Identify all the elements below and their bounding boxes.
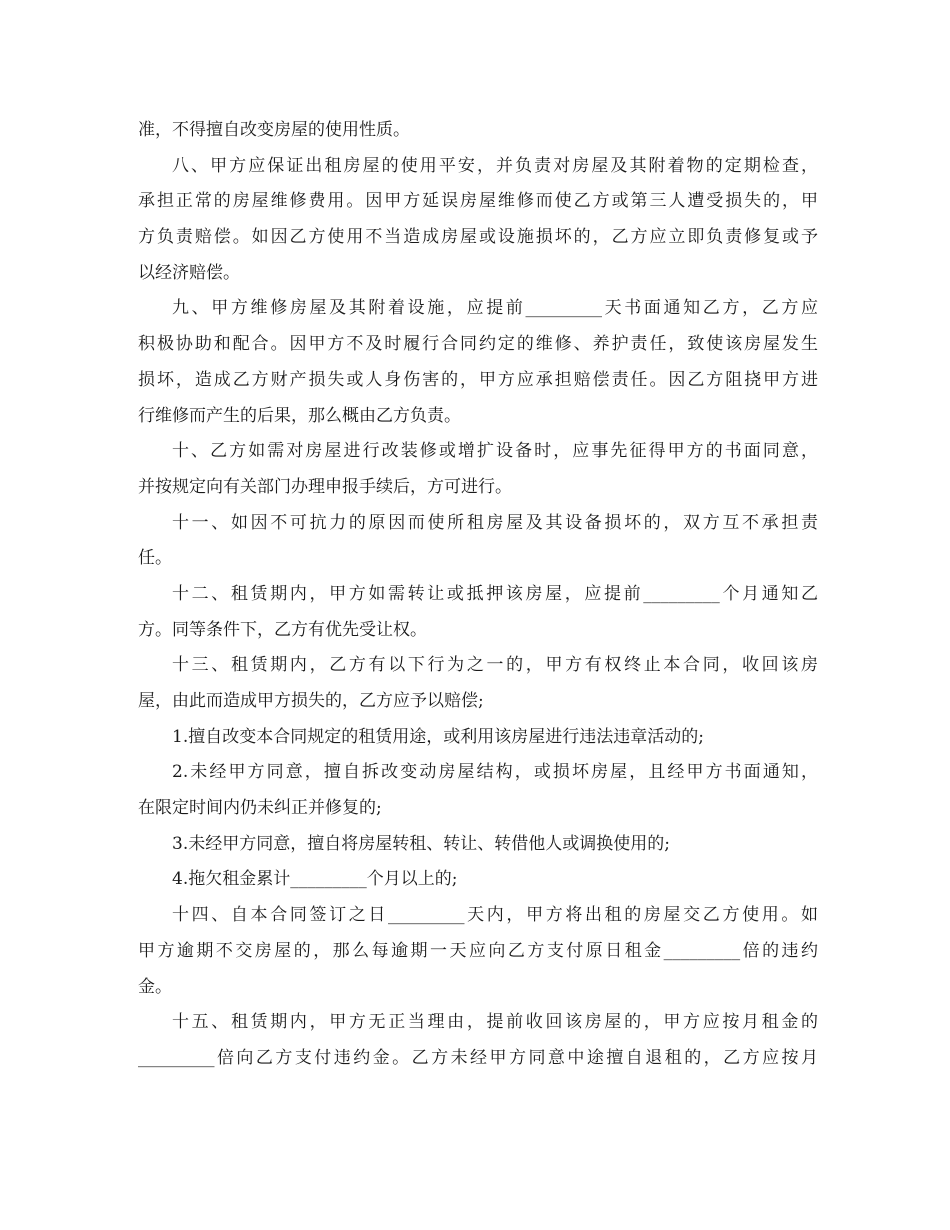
text-line: 损坏，造成乙方财产损失或人身伤害的，甲方应承担赔偿责任。因乙方阻挠甲方进 (138, 369, 818, 390)
text-line: 在限定时间内仍未纠正并修复的; (138, 798, 382, 819)
text-line: 方负责赔偿。如因乙方使用不当造成房屋或设施损坏的，乙方应立即负责修复或予 (138, 227, 818, 248)
text-line: 十二、租赁期内，甲方如需转让或抵押该房屋，应提前_________个月通知乙 (172, 583, 818, 604)
text-line: 十、乙方如需对房屋进行改装修或增扩设备时，应事先征得甲方的书面同意， (172, 441, 818, 462)
text-line: 2.未经甲方同意，擅自拆改变动房屋结构，或损坏房屋，且经甲方书面通知， (172, 762, 818, 783)
text-line: 1.擅自改变本合同规定的租赁用途，或利用该房屋进行违法违章活动的; (172, 726, 704, 747)
text-line: 九、甲方维修房屋及其附着设施，应提前_________天书面通知乙方，乙方应 (172, 298, 818, 319)
text-line: 承担正常的房屋维修费用。因甲方延误房屋维修而使乙方或第三人遭受损失的，甲 (138, 191, 818, 212)
text-line: 十四、自本合同签订之日_________天内，甲方将出租的房屋交乙方使用。如 (172, 905, 818, 926)
text-line: 十五、租赁期内，甲方无正当理由，提前收回该房屋的，甲方应按月租金的 (172, 1012, 818, 1033)
text-line: 方。同等条件下，乙方有优先受让权。 (138, 619, 427, 640)
text-line: 以经济赔偿。 (138, 262, 240, 283)
text-line: 十一、如因不可抗力的原因而使所租房屋及其设备损坏的，双方互不承担责 (172, 512, 818, 533)
text-line: 十三、租赁期内，乙方有以下行为之一的，甲方有权终止本合同，收回该房 (172, 655, 818, 676)
text-line: _________倍向乙方支付违约金。乙方未经甲方同意中途擅自退租的，乙方应按月 (138, 1047, 818, 1068)
contract-text (138, 113, 818, 1077)
text-line: 八、甲方应保证出租房屋的使用平安，并负责对房屋及其附着物的定期检查， (172, 155, 818, 176)
text-line: 准，不得擅自改变房屋的使用性质。 (138, 120, 410, 140)
text-line: 任。 (138, 548, 172, 569)
text-line: 积极协助和配合。因甲方不及时履行合同约定的维修、养护责任，致使该房屋发生 (138, 334, 818, 355)
text-line: 屋，由此而造成甲方损失的，乙方应予以赔偿; (138, 691, 484, 711)
text-line: 行维修而产生的后果，那么概由乙方负责。 (138, 405, 461, 426)
text-line: 金。 (138, 976, 172, 997)
text-line: 并按规定向有关部门办理申报手续后，方可进行。 (138, 476, 512, 497)
text-line: 4.拖欠租金累计_________个月以上的; (172, 869, 458, 890)
text-line: 3.未经甲方同意，擅自将房屋转租、转让、转借他人或调换使用的; (172, 833, 670, 854)
text-line: 甲方逾期不交房屋的，那么每逾期一天应向乙方支付原日租金_________倍的违约 (138, 940, 818, 961)
